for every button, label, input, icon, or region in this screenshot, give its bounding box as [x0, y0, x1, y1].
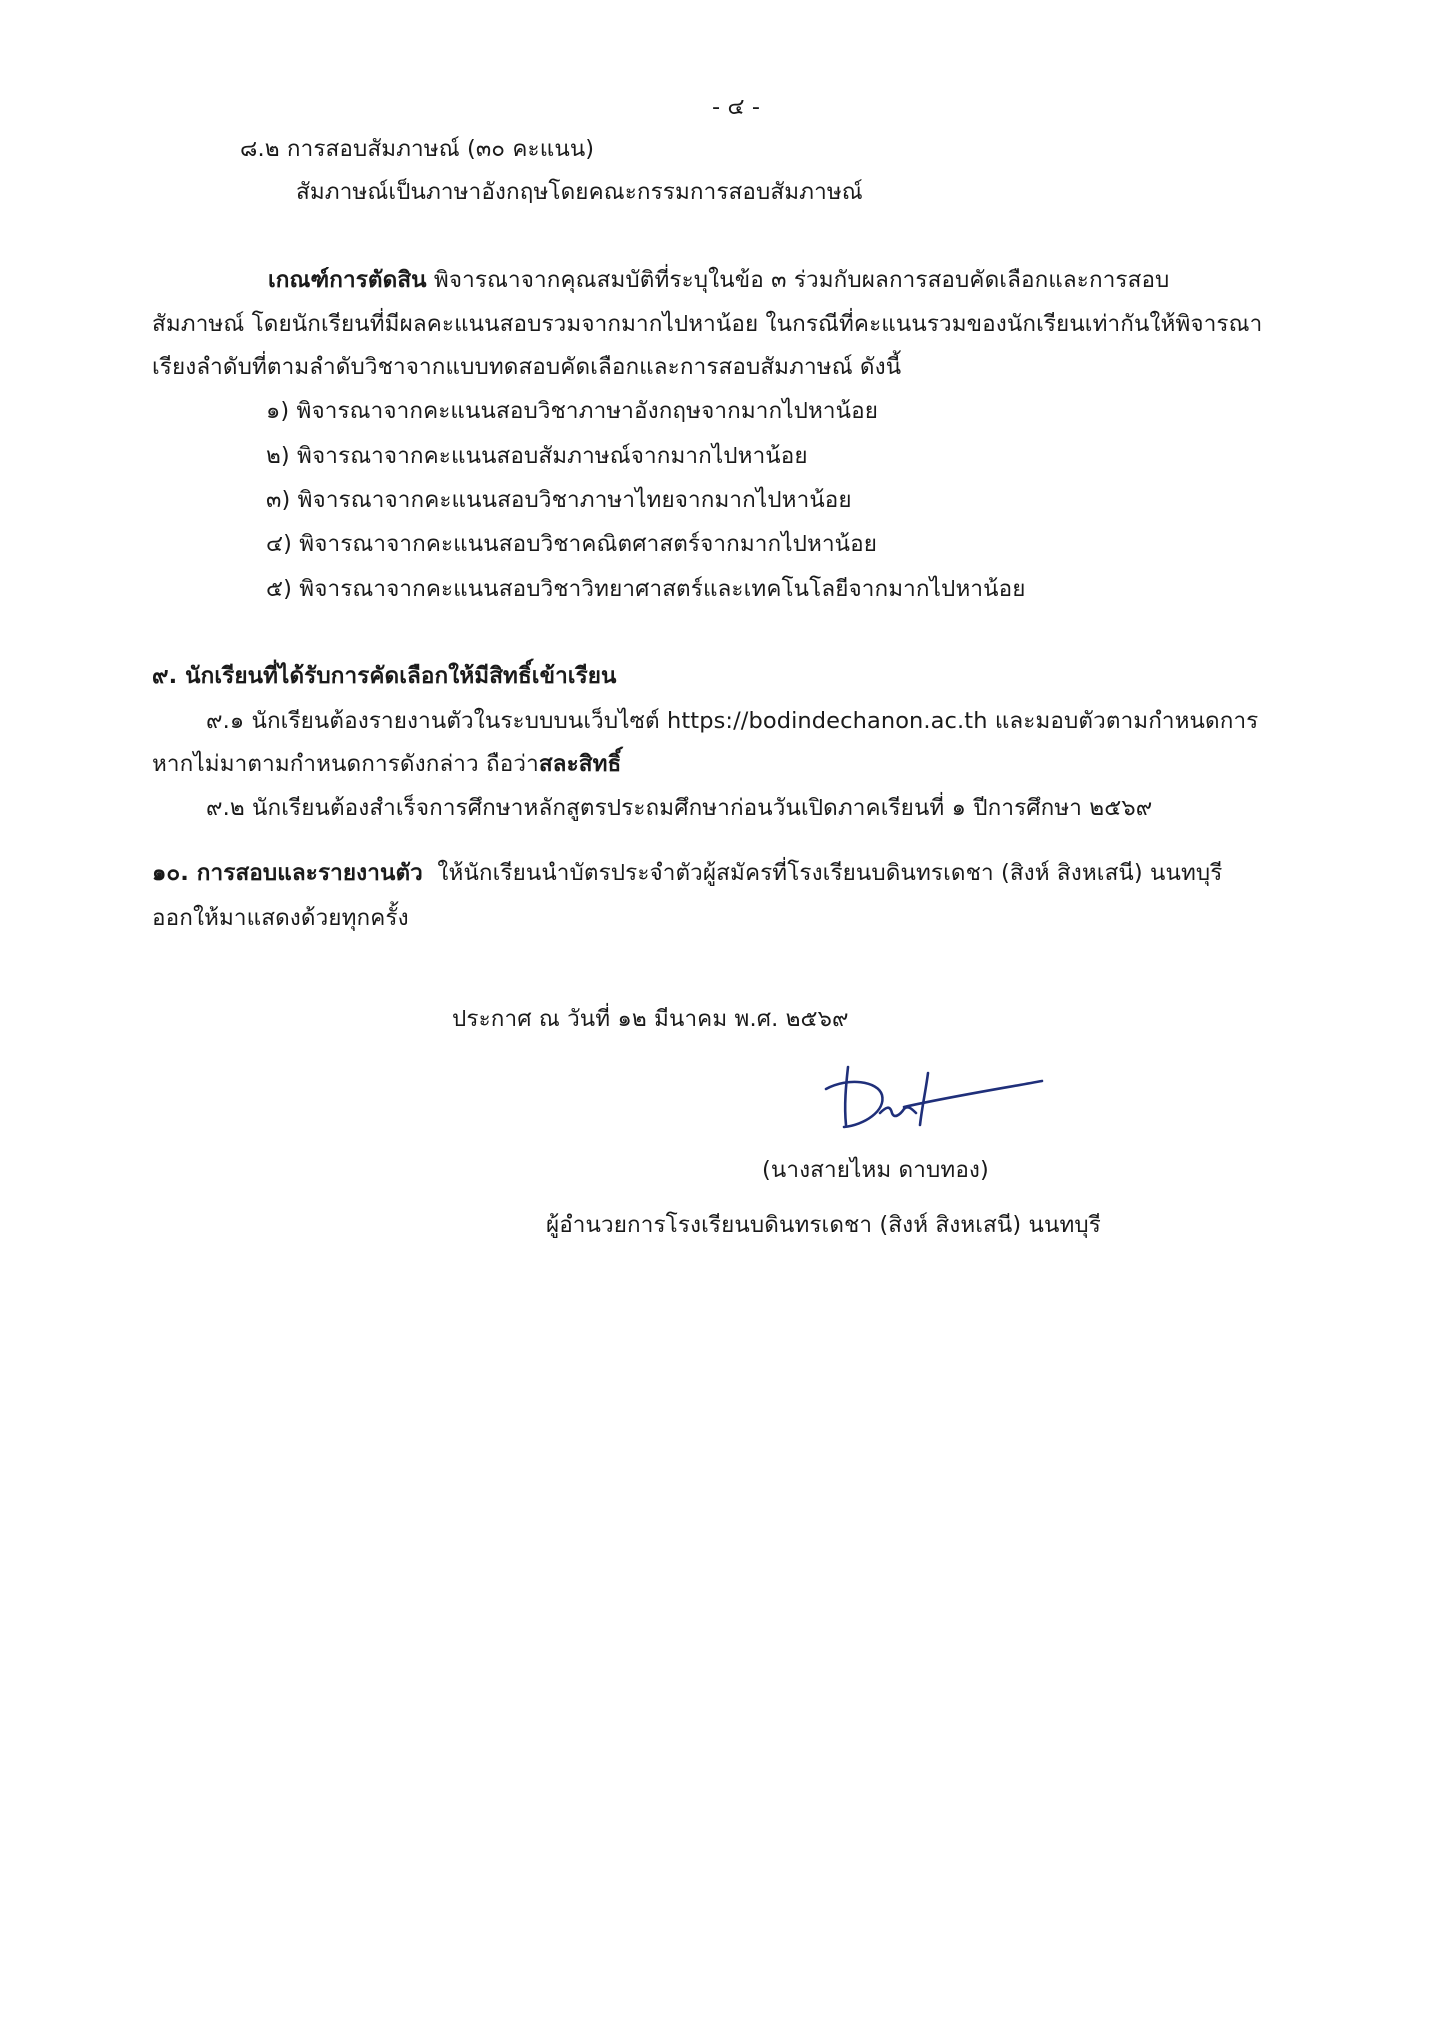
section-10-heading: ๑๐. การสอบและรายงานตัว [152, 860, 423, 886]
criteria-line-1 [268, 265, 1169, 295]
section-9-1-line-2-text: หากไม่มาตามกำหนดการดังกล่าว ถือว่า [152, 751, 539, 777]
section-10-line-1 [152, 858, 1222, 888]
section-9-1-line-1: ๙.๑ นักเรียนต้องรายงานตัวในระบบบนเว็บไซต์ https://bodindechanon.ac.th และมอบตัวตามกำหนดการ [206, 708, 1259, 734]
signature-icon [818, 1055, 1048, 1141]
section-9-1-line-2 [152, 749, 621, 779]
announcement-date: ประกาศ ณ วันที่ ๑๒ มีนาคม พ.ศ. ๒๕๖๙ [452, 1006, 849, 1032]
section-8-2-heading: ๘.๒ การสอบสัมภาษณ์ (๓๐ คะแนน) [240, 136, 595, 162]
section-9-2: ๙.๒ นักเรียนต้องสำเร็จการศึกษาหลักสูตรประถมศึกษาก่อนวันเปิดภาคเรียนที่ ๑ ปีการศึกษา ๒๕๖๙ [206, 795, 1153, 821]
signer-position: ผู้อำนวยการโรงเรียนบดินทรเดชา (สิงห์ สิงหเสนี) นนทบุรี [546, 1212, 1101, 1238]
criteria-line-1-text: พิจารณาจากคุณสมบัติที่ระบุในข้อ ๓ ร่วมกับผลการสอบคัดเลือกและการสอบ [433, 267, 1170, 293]
criteria-item-4: ๔) พิจารณาจากคะแนนสอบวิชาคณิตศาสตร์จากมากไปหาน้อย [266, 531, 878, 557]
section-9-heading: ๙. นักเรียนที่ได้รับการคัดเลือกให้มีสิทธิ์เข้าเรียน [152, 663, 617, 689]
criteria-item-5: ๕) พิจารณาจากคะแนนสอบวิชาวิทยาศาสตร์และเทคโนโลยีจากมากไปหาน้อย [266, 576, 1026, 602]
page-number: - ๔ - [712, 94, 761, 120]
criteria-line-3: เรียงลำดับที่ตามลำดับวิชาจากแบบทดสอบคัดเลือกและการสอบสัมภาษณ์ ดังนี้ [152, 354, 902, 380]
section-10-line-2: ออกให้มาแสดงด้วยทุกครั้ง [152, 905, 409, 931]
criteria-item-1: ๑) พิจารณาจากคะแนนสอบวิชาภาษาอังกฤษจากมากไปหาน้อย [266, 398, 879, 424]
section-10-line-1-text: ให้นักเรียนนำบัตรประจำตัวผู้สมัครที่โรงเรียนบดินทรเดชา (สิงห์ สิงหเสนี) นนทบุรี [437, 860, 1223, 886]
criteria-item-2: ๒) พิจารณาจากคะแนนสอบสัมภาษณ์จากมากไปหาน้อย [266, 443, 808, 469]
criteria-item-3: ๓) พิจารณาจากคะแนนสอบวิชาภาษาไทยจากมากไปหาน้อย [266, 487, 852, 513]
forfeit-notice: สละสิทธิ์ [538, 751, 622, 777]
criteria-line-2: สัมภาษณ์ โดยนักเรียนที่มีผลคะแนนสอบรวมจากมากไปหาน้อย ในกรณีที่คะแนนรวมของนักเรียนเท่ากันให้พิจารณา [152, 311, 1263, 337]
signer-name: (นางสายไหม ดาบทอง) [762, 1157, 989, 1183]
criteria-label: เกณฑ์การตัดสิน [268, 267, 427, 293]
section-8-2-description: สัมภาษณ์เป็นภาษาอังกฤษโดยคณะกรรมการสอบสัมภาษณ์ [296, 179, 863, 205]
